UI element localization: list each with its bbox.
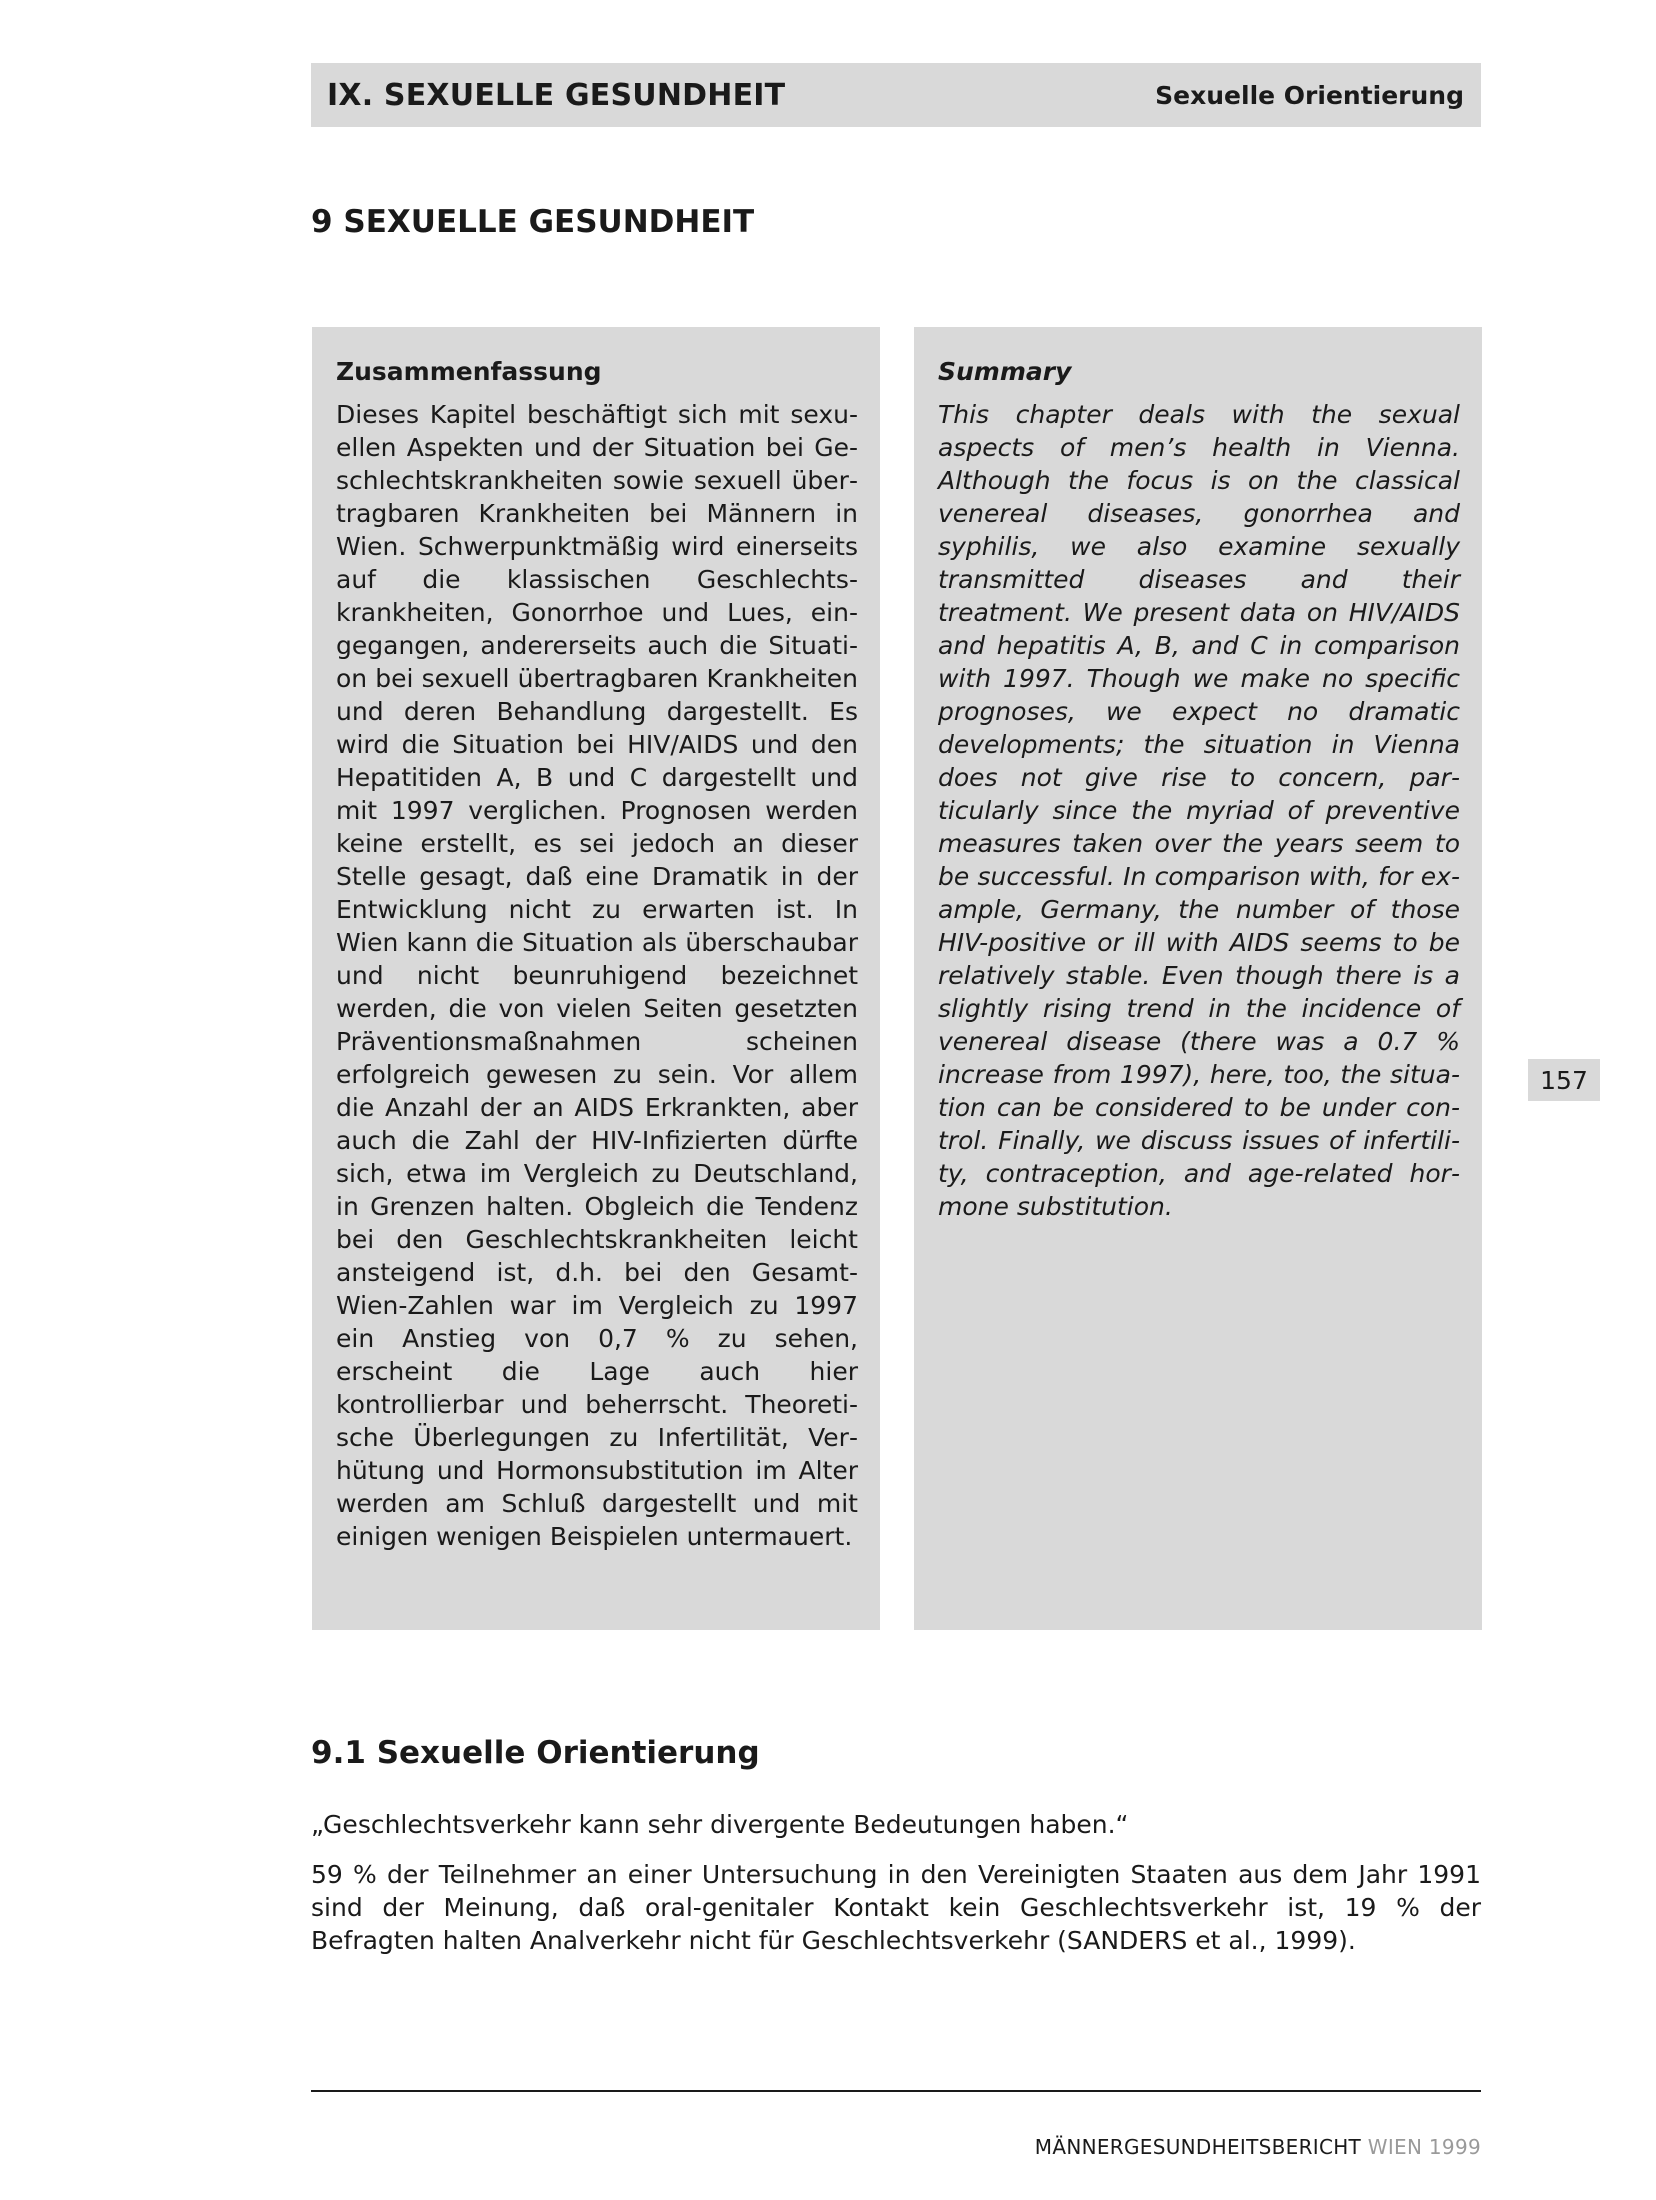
summary-box-german [312, 327, 880, 1630]
footer-divider [311, 2090, 1481, 2092]
summary-text-german: Dieses Kapitel beschäftigt sich mit sexuellen Aspekten und der Situation bei Geschlechtskrankheiten sowie sexuell übertragbaren Krankheiten bei Männern in Wien. Schwerpunktmäßig wird einerseits auf die klassischen Geschlechtskrankheiten, Gonorrhoe und Lues, eingegangen, andererseits auch die Situation bei sexuell übertragbaren Krankheiten und deren Behandlung dargestellt. Es wird die Situation bei HIV/AIDS und den Hepatitiden A, B und C dargestellt und mit 1997 verglichen. Prognosen werden keine erstellt, es sei jedoch an dieser Stelle gesagt, daß eine Dramatik in der Entwicklung nicht zu erwarten ist. In Wien kann die Situation als überschaubar und nicht beunruhigend bezeichnet werden, die von vielen Seiten gesetzten Präventionsmaßnahmen scheinen erfolgreich gewesen zu sein. Vor allem die Anzahl der an AIDS Erkrankten, aber auch die Zahl der HIV-Infizierten dürfte sich, etwa im Vergleich zu Deutschland, in Grenzen halten. Obgleich die Tendenz bei den Geschlechtskrankheiten leicht ansteigend ist, d.h. bei den Gesamt-Wien-Zahlen war im Vergleich zu 1997 ein Anstieg von 0,7 % zu sehen, erscheint die Lage auch hier kontrollierbar und beherrscht. Theoretische Überlegungen zu Infertilität, Verhütung und Hormonsubstitution im Alter werden am Schluß dargestellt und mit einigen wenigen Beispielen untermauert. [336, 400, 858, 1551]
section-quote: „Geschlechtsverkehr kann sehr divergente Bedeutungen haben.“ [311, 1810, 1129, 1839]
summary-box-english [914, 327, 1482, 1630]
section-paragraph: 59 % der Teilnehmer an einer Untersuchung in den Vereinigten Staaten aus dem Jahr 1991 sind der Meinung, daß oral-genitaler Kontakt kein Geschlechtsverkehr ist, 19 % der Befragten halten Analverkehr nicht für Geschlechtsverkehr (SANDERS et al., 1999). [311, 1860, 1481, 1955]
summary-heading-german: Zusammenfassung [336, 357, 602, 386]
footer-edition: WIEN 1999 [1367, 2135, 1481, 2159]
summary-heading-english: Summary [938, 357, 1072, 386]
chapter-header-bar [311, 63, 1481, 127]
chapter-header-section: Sexuelle Orientierung [1155, 80, 1464, 110]
chapter-title: 9 SEXUELLE GESUNDHEIT [311, 204, 755, 240]
footer [1035, 2135, 1481, 2159]
footer-report-title: MÄNNERGESUNDHEITSBERICHT [1034, 2135, 1362, 2159]
summary-text-english: This chapter deals with the sexual aspects of men’s health in Vienna. Although the focus is on the classical venereal diseases, gonorrhea and syphilis, we also examine sexually transmitted diseases and their treatment. We present data on HIV/AIDS and hepatitis A, B, and C in comparison with 1997. Though we make no specific prognoses, we expect no dramatic developments; the situation in Vienna does not give rise to concern, particularly since the myriad of preventive measures taken over the years seem to be successful. In comparison with, for example, Germany, the number of those HIV-positive or ill with AIDS seems to be relatively stable. Even though there is a slightly rising trend in the incidence of venereal disease (there was a 0.7 % increase from 1997), here, too, the situation can be considered to be under control. Finally, we discuss issues of infertility, contraception, and age-related hormone substitution. [938, 400, 1460, 1221]
chapter-header-title: IX. SEXUELLE GESUNDHEIT [327, 77, 786, 113]
page-number: 157 [1528, 1059, 1600, 1101]
section-title: 9.1 Sexuelle Orientierung [311, 1735, 760, 1771]
